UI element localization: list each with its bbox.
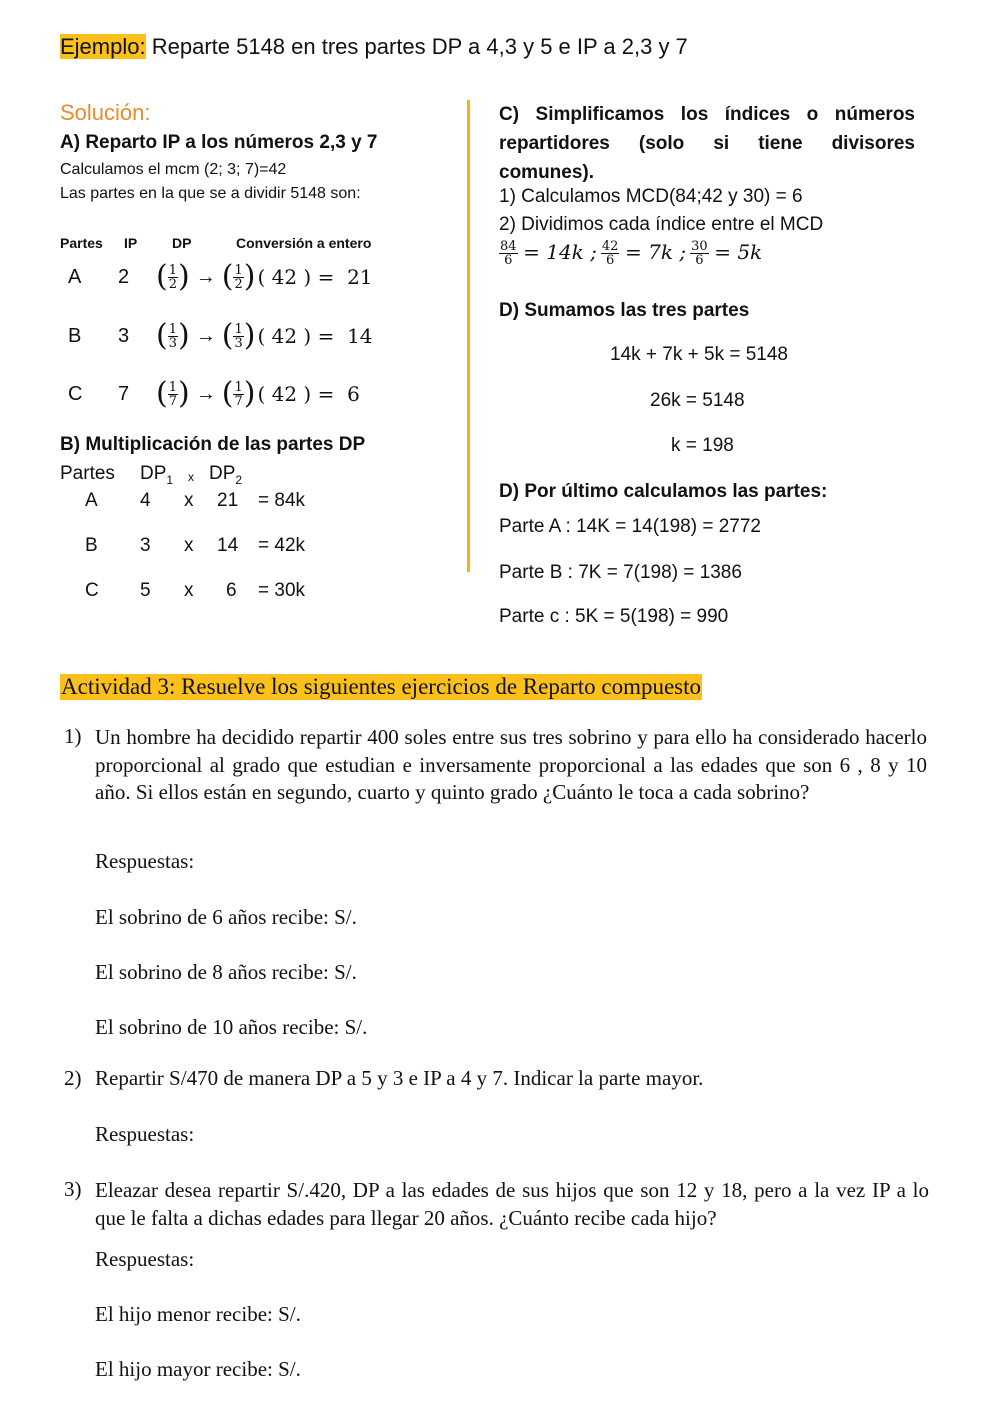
problem-1-text: Un hombre ha decidido repartir 400 soles entre sus tres sobrino y para ello ha considerado hacerlo proporcional al grado que estudian e inversamente proporcional a las edades que son 6 , 8 y 10 año. Si ellos están en segundo, cuarto y quinto grado ¿Cuánto le toca a cada sobrino? [95, 725, 927, 805]
divide-step: 2) Dividimos cada índice entre el MCD [499, 214, 824, 235]
dp-fraction: $\frac{1}{3}$ [168, 321, 177, 351]
paren-close: ) [178, 259, 190, 294]
example-label: Ejemplo: [60, 34, 146, 59]
arrow-icon: → [195, 382, 216, 405]
solution-heading: Solución: [60, 100, 151, 125]
part-a-heading: A) Reparto IP a los números 2,3 y 7 [60, 132, 378, 153]
dp-header-dp2: $DP_2$ [209, 463, 243, 487]
paren-close: ) [243, 376, 256, 411]
header-dp: DP [172, 235, 192, 251]
dp-header-x: x [188, 470, 194, 484]
problem-3-answers-label: Respuestas: [95, 1247, 195, 1271]
paren-open: ( [221, 259, 234, 294]
sum-equation: 14k + 7k + 5k = 5148 [610, 344, 788, 365]
k-value: k = 198 [671, 435, 734, 456]
dp-header-partes: Partes [60, 463, 115, 484]
dp-fraction: $\frac{1}{2}$ [168, 262, 177, 292]
ip-row [68, 314, 373, 358]
problem-1-number: 1) [64, 724, 82, 748]
paren-close: ) [178, 318, 190, 353]
part-c-heading: C) Simplificamos los índices o números repartidores (solo si tiene divisores comunes). [499, 104, 915, 183]
dp-row-dp2: 14 [217, 535, 239, 556]
sum-simplified: 26k = 5148 [650, 390, 745, 411]
simplified-fraction: $\frac{30}{6}$ = 5k [691, 239, 763, 269]
paren-open: ( [156, 318, 168, 353]
problem-3-text: Eleazar desea repartir S/.420, DP a las edades de sus hijos que son 12 y 18, pero a la vez IP a lo que le falta a dichas edades para llegar 20 años. ¿Cuánto recibe cada hijo? [95, 1178, 929, 1230]
part-e-heading: D) Por último calculamos las partes: [499, 481, 828, 502]
arrow-icon: → [195, 324, 216, 347]
dp-row-times: x [184, 580, 194, 601]
ip-row [68, 255, 373, 299]
paren-open: ( [156, 259, 168, 294]
dp-row-result: = 42k [258, 535, 306, 556]
paren-close: ) [178, 376, 190, 411]
dp-row-dp1: 3 [140, 535, 151, 556]
dp-row-dp2: 21 [217, 490, 239, 511]
simplified-fraction: $\frac{84}{6}$ = 14k ; [500, 239, 597, 269]
problem-1-answers-label: Respuestas: [95, 849, 195, 873]
answer-nephew-10: El sobrino de 10 años recibe: S/. [95, 1015, 368, 1039]
example-text: Reparte 5148 en tres partes DP a 4,3 y 5 e IP a 2,3 y 7 [151, 34, 688, 59]
dp-row-times: x [184, 490, 194, 511]
dp-row-part: C [85, 580, 99, 601]
header-ip: IP [124, 235, 138, 251]
result-parte-c: Parte c : 5K = 5(198) = 990 [499, 606, 729, 627]
divide-line: Las partes en la que se a dividir 5148 son: [60, 185, 361, 202]
header-conversion: Conversión a entero [236, 235, 372, 251]
ip-row-ip: 2 [118, 265, 130, 288]
paren-open: ( [156, 376, 168, 411]
dp-row-dp1: 4 [140, 490, 151, 511]
paren-close: ) [243, 259, 256, 294]
activity-title: Actividad 3: Resuelve los siguientes ejercicios de Reparto compuesto [61, 674, 702, 699]
problem-3-number: 3) [64, 1177, 82, 1201]
ip-row-part: B [68, 324, 82, 347]
paren-open: ( [221, 376, 234, 411]
dp-row-dp2: 6 [226, 580, 237, 601]
paren-open: ( [221, 318, 234, 353]
mcm-factor: ( 42 ) = 21 [257, 265, 373, 289]
conversion-fraction: $\frac{1}{3}$ [234, 321, 243, 351]
answer-younger-child: El hijo menor recibe: S/. [95, 1302, 301, 1326]
problem-2-text: Repartir S/470 de manera DP a 5 y 3 e IP a 4 y 7. Indicar la parte mayor. [95, 1066, 704, 1090]
mcd-step: 1) Calculamos MCD(84;42 y 30) = 6 [499, 186, 803, 207]
part-b-heading: B) Multiplicación de las partes DP [60, 434, 366, 455]
simplified-fractions [499, 240, 766, 267]
answer-older-child: El hijo mayor recibe: S/. [95, 1357, 301, 1381]
result-parte-b: Parte B : 7K = 7(198) = 1386 [499, 562, 742, 583]
dp-fraction: $\frac{1}{7}$ [168, 379, 177, 409]
simplified-fraction: $\frac{42}{6}$ = 7k ; [601, 239, 687, 269]
answer-nephew-8: El sobrino de 8 años recibe: S/. [95, 960, 357, 984]
arrow-icon: → [195, 265, 216, 288]
dp-row-part: A [85, 490, 98, 511]
dp-row-result: = 30k [258, 580, 306, 601]
example-title [60, 34, 688, 60]
mcm-line: Calculamos el mcm (2; 3; 7)=42 [60, 161, 287, 178]
conversion-fraction: $\frac{1}{2}$ [234, 262, 243, 292]
ip-row-part: A [68, 265, 82, 288]
conversion-fraction: $\frac{1}{7}$ [234, 379, 243, 409]
problem-2-number: 2) [64, 1066, 82, 1090]
ip-row-part: C [68, 382, 83, 405]
ip-row-ip: 3 [118, 324, 130, 347]
dp-row-part: B [85, 535, 98, 556]
ip-row-ip: 7 [118, 382, 130, 405]
part-d-heading: D) Sumamos las tres partes [499, 300, 750, 321]
dp-row-result: = 84k [258, 490, 306, 511]
ip-row [68, 372, 360, 416]
problem-2-answers-label: Respuestas: [95, 1122, 195, 1146]
dp-header-dp1: $DP_1$ [140, 463, 174, 487]
dp-row-times: x [184, 535, 194, 556]
column-divider [467, 100, 470, 572]
mcm-factor: ( 42 ) = 6 [257, 382, 360, 406]
result-parte-a: Parte A : 14K = 14(198) = 2772 [499, 516, 761, 537]
answer-nephew-6: El sobrino de 6 años recibe: S/. [95, 905, 357, 929]
dp-row-dp1: 5 [140, 580, 151, 601]
mcm-factor: ( 42 ) = 14 [257, 324, 373, 348]
header-partes: Partes [60, 235, 103, 251]
paren-close: ) [243, 318, 256, 353]
